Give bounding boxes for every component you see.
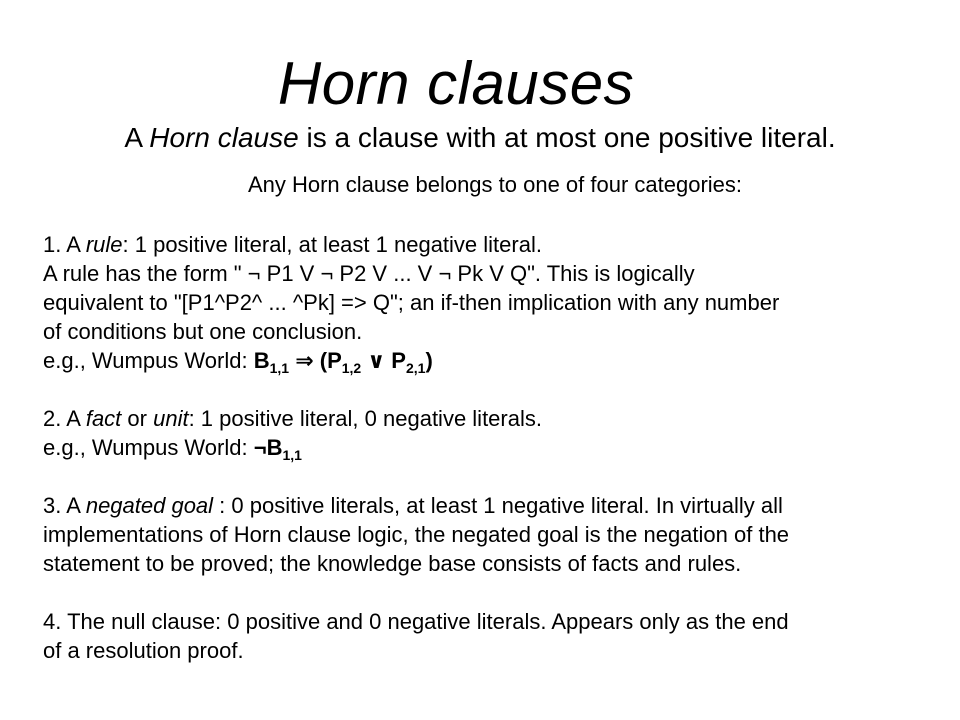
goal-heading-pre: 3. A	[43, 493, 86, 518]
rule-heading-pre: 1. A	[43, 232, 86, 257]
spacer	[43, 578, 953, 607]
subtitle-pre: A	[124, 122, 150, 153]
rule-example	[43, 346, 953, 375]
subtitle-post: is a clause with at most one positive literal.	[298, 122, 836, 153]
formula-or: ∨ P	[361, 348, 406, 373]
rule-conditions-line: of conditions but one conclusion.	[43, 319, 363, 344]
goal-line-3: statement to be proved; the knowledge base consists of facts and rules.	[43, 551, 742, 576]
formula-neg-b: ¬B	[253, 435, 283, 460]
rule-example-formula	[253, 348, 433, 376]
formula-p2-subscript: 2,1	[405, 360, 426, 376]
goal-heading	[43, 491, 953, 520]
null-clause-line-2: of a resolution proof.	[43, 638, 244, 663]
goal-line-2: implementations of Horn clause logic, the negated goal is the negation of the	[43, 522, 790, 547]
unit-term: unit	[153, 406, 189, 431]
intro-text: Any Horn clause belongs to one of four categories:	[247, 172, 743, 197]
formula-neg-b-subscript: 1,1	[282, 447, 302, 463]
fact-heading-post: : 1 positive literal, 0 negative literals.	[188, 406, 542, 431]
formula-implies: ⇒ (P	[289, 348, 342, 373]
fact-heading	[43, 404, 953, 433]
rule-term: rule	[85, 232, 123, 257]
rule-equivalent-line: equivalent to "[P1^P2^ ... ^Pk] => Q"; an if-then implication with any number	[43, 290, 780, 315]
fact-example-prefix: e.g., Wumpus World:	[43, 435, 254, 460]
formula-close: )	[425, 348, 433, 373]
formula-p1-subscript: 1,2	[341, 360, 362, 376]
fact-example	[43, 433, 953, 462]
fact-term: fact	[85, 406, 122, 431]
rule-example-prefix: e.g., Wumpus World:	[43, 348, 254, 373]
fact-example-formula	[253, 435, 302, 463]
spacer	[43, 462, 953, 491]
fact-heading-pre: 2. A	[43, 406, 86, 431]
formula-b: B	[253, 348, 270, 373]
rule-heading	[43, 230, 953, 259]
slide-subtitle	[0, 120, 960, 156]
fact-heading-mid: or	[121, 406, 154, 431]
slide-body	[43, 230, 953, 665]
null-clause-line-1: 4. The null clause: 0 positive and 0 negative literals. Appears only as the end	[43, 609, 789, 634]
rule-heading-post: : 1 positive literal, at least 1 negative literal.	[122, 232, 542, 257]
slide-title: Horn clauses	[277, 50, 635, 117]
rule-form-line: A rule has the form " ¬ P1 V ¬ P2 V ... V ¬ Pk V Q". This is logically	[43, 261, 695, 286]
subtitle-term: Horn clause	[149, 122, 299, 153]
goal-heading-post: : 0 positive literals, at least 1 negative literal. In virtually all	[213, 493, 783, 518]
goal-term: negated goal	[85, 493, 214, 518]
formula-b-subscript: 1,1	[269, 360, 290, 376]
spacer	[43, 375, 953, 404]
